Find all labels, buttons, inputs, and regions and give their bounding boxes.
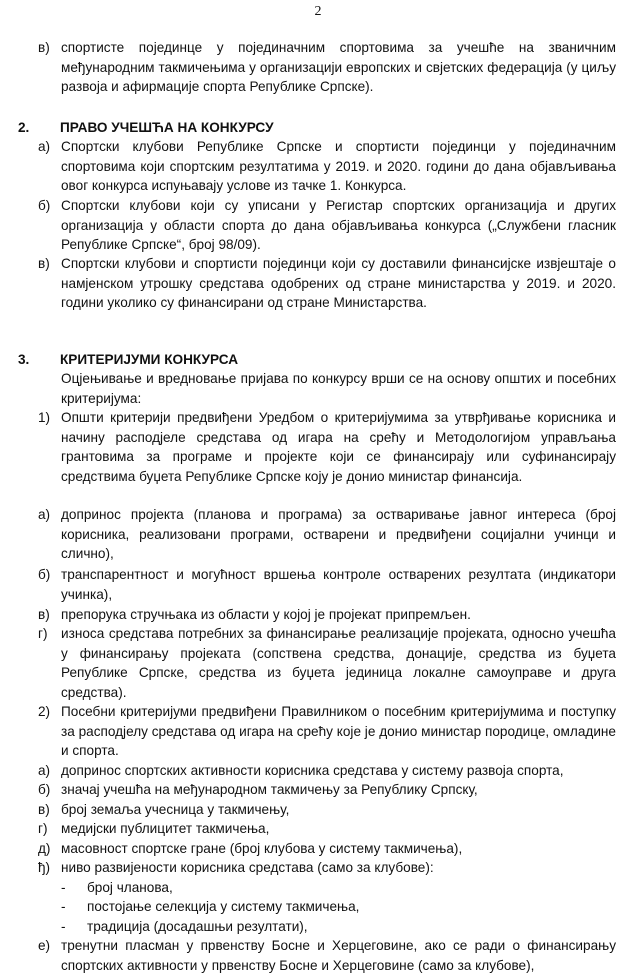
list-label: 2)	[38, 704, 51, 719]
list-label: ђ)	[38, 860, 51, 875]
list-text: Спортски клубови и спортисти појединци који су доставили финансијске извјештаје о намјенском утрошку средстава одобрених од стране министарства у 2019. и 2020. години уколико су финансирани од стране Министарства.	[61, 256, 616, 310]
list-text: износа средстава потребних за финансирање реализације пројеката, односно учешћа у финансирању пројеката (сопствена средства, донације, средства из буџета Републике Српске, средства из буџета јединица локалне самоуправе и друга средства).	[61, 626, 616, 700]
section-title: КРИТЕРИЈУМИ КОНКУРСА	[60, 352, 239, 367]
list-text: препорука стручњака из области у којој је пројекат припремљен.	[61, 607, 471, 622]
dash-mark: -	[61, 880, 66, 895]
list-item	[38, 624, 616, 702]
list-text: тренутни пласман у првенству Босне и Херцеговине, ако се ради о финансирању спортских активности у првенству Босне и Херцеговине (само за клубове),	[61, 938, 616, 973]
list-item	[38, 605, 616, 625]
list-item	[38, 565, 616, 604]
list-text: допринос пројекта (планова и програма) за остваривање јавног интереса (број корисника, реализовани програми, остварени и предвиђени социјални учинци и слично),	[61, 507, 616, 561]
dash-item	[61, 917, 616, 937]
dash-mark: -	[61, 899, 66, 914]
list-label: б)	[38, 198, 51, 213]
list-label: г)	[38, 821, 48, 836]
list-label: в)	[38, 802, 50, 817]
list-label: в)	[38, 40, 50, 55]
list-item	[38, 858, 616, 878]
list-label: д)	[38, 841, 51, 856]
list-item	[38, 819, 616, 839]
list-label: б)	[38, 782, 51, 797]
list-item	[38, 702, 616, 761]
section-number: 2.	[18, 120, 30, 135]
list-item	[38, 196, 616, 255]
list-label: в)	[38, 256, 50, 271]
list-text: значај учешћа на међународном такмичењу за Републику Српску,	[61, 782, 478, 797]
list-item	[38, 505, 616, 564]
list-text: Спортски клубови који су уписани у Регистар спортских организација и других организација у области спорта до дана објављивања конкурса („Службени гласник Републике Српске“, број 98/09).	[61, 198, 616, 252]
list-item	[38, 254, 616, 313]
list-text: спортисте појединце у појединачним спортовима за учешће на званичним међународним такмичењима у организацији европских и свјетских федерација (у циљу развоја и афирмације спорта Републике Српске).	[61, 40, 616, 94]
section-number: 3.	[18, 352, 30, 367]
list-item	[38, 408, 616, 486]
list-text: масовност спортске гране (број клубова у систему такмичења),	[61, 841, 463, 856]
list-text: број земаља учесница у такмичењу,	[61, 802, 290, 817]
dash-text: традиција (досадашњи резултати),	[87, 919, 308, 934]
section-heading	[18, 118, 616, 138]
list-label: б)	[38, 567, 51, 582]
list-text: транспарентност и могућност вршења контроле остварених резултата (индикатори учинка),	[61, 567, 616, 602]
dash-mark: -	[61, 919, 66, 934]
section-intro: Оцјењивање и вредновање пријава по конкурсу врши се на основу општих и посебних критеријума:	[61, 371, 616, 406]
list-text: ниво развијености корисника средстава (само за клубове):	[61, 860, 434, 875]
list-text: Посебни критеријуми предвиђени Правилником о посебним критеријумима и поступку за расподјелу средстава од игара на срећу које је донио министар породице, омладине и спорта.	[61, 704, 616, 758]
list-item	[38, 839, 616, 859]
list-label: а)	[38, 763, 51, 778]
list-item	[38, 761, 616, 781]
list-text: Општи критерији предвиђени Уредбом о критеријумима за утврђивање корисника и начину расподјеле средстава од игара на срећу и Методологијом управљања грантовима за програме и пројекте који се финансирају или суфинансирају средствима буџета Републике Српске коју је донио министар финансија.	[61, 410, 616, 484]
dash-item	[61, 878, 616, 898]
list-label: а)	[38, 507, 51, 522]
page-number: 2	[314, 4, 322, 19]
list-item	[38, 780, 616, 800]
section-title: ПРАВО УЧЕШЋА НА КОНКУРСУ	[60, 120, 274, 135]
list-item	[38, 38, 616, 97]
list-label: 1)	[38, 410, 51, 425]
list-item	[38, 800, 616, 820]
list-label: е)	[38, 938, 51, 953]
list-label: а)	[38, 139, 51, 154]
dash-text: број чланова,	[87, 880, 173, 895]
list-text: Спортски клубови Републике Српске и спортисти појединци у појединачним спортовима који спортским резултатима у 2019. и 2020. години до дана објављивања овог конкурса испуњавају услове из тачке 1. Конкурса.	[61, 139, 616, 193]
list-label: г)	[38, 626, 48, 641]
dash-text: постојање селекција у систему такмичења,	[87, 899, 360, 914]
list-label: в)	[38, 607, 50, 622]
list-text: допринос спортских активности корисника средстава у систему развоја спорта,	[61, 763, 564, 778]
dash-item	[61, 897, 616, 917]
list-item	[38, 137, 616, 196]
list-text: медијски публицитет такмичења,	[61, 821, 270, 836]
list-item	[38, 936, 616, 975]
section-heading	[18, 350, 616, 370]
